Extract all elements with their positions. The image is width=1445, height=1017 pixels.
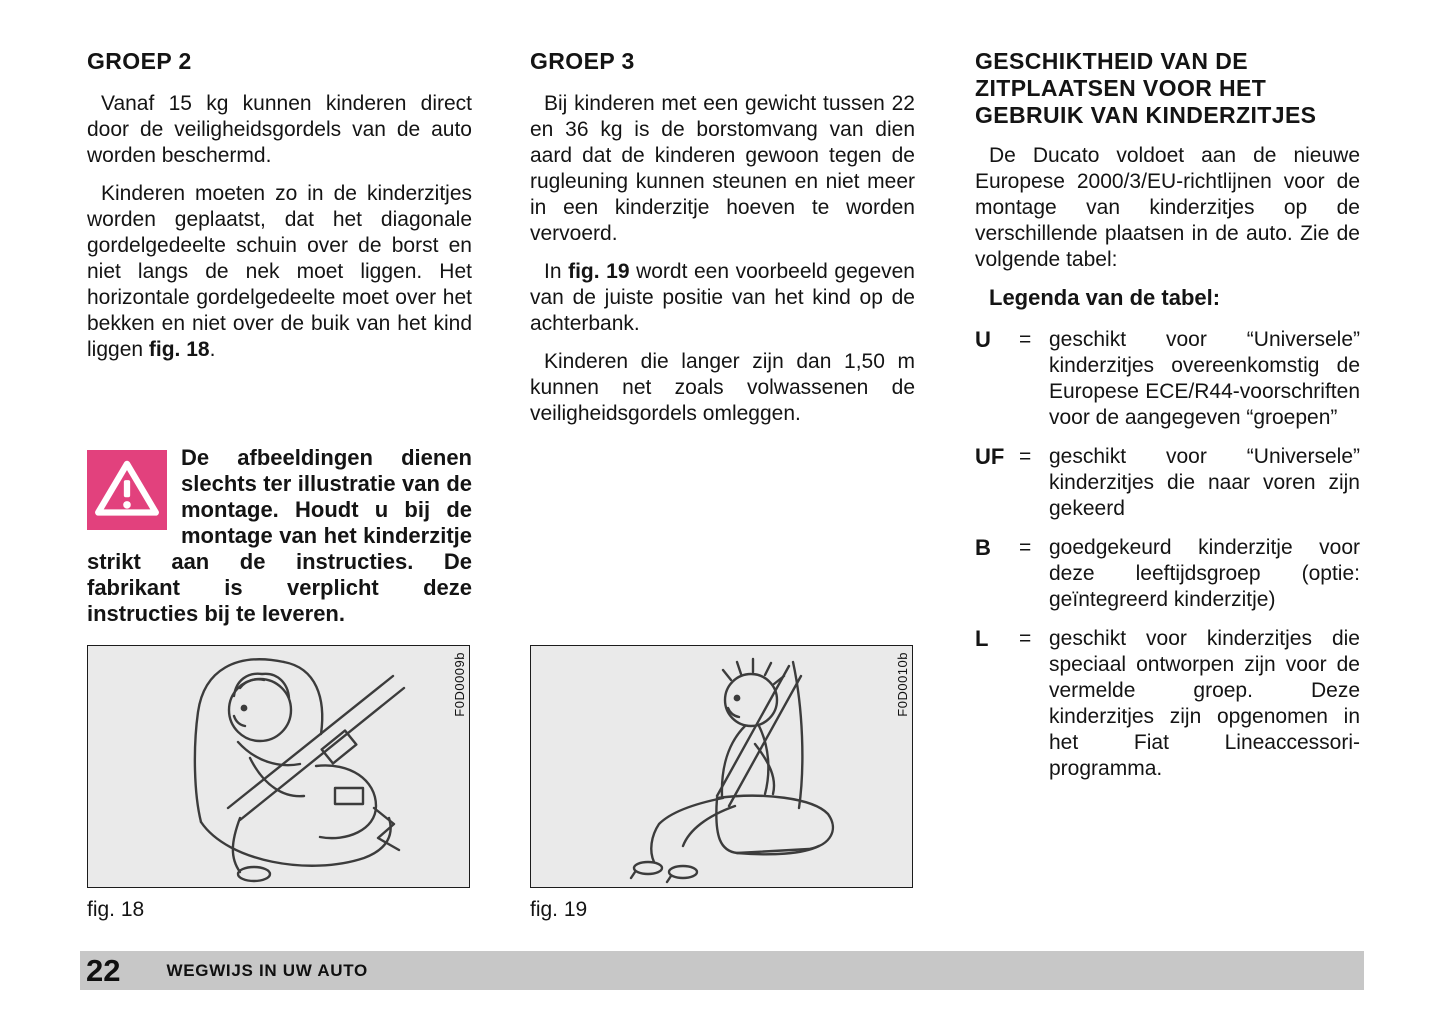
legend-definition: geschikt voor “Universele” kinderzitjes overeenkomstig de Europese ECE/R44-voorschriften voor de aangegeven “groepen”	[1049, 328, 1360, 429]
figure-18-box	[87, 645, 470, 888]
legend-item-l	[975, 626, 1360, 782]
legend-term: B	[975, 535, 991, 560]
legend-item-u	[975, 327, 1360, 431]
paragraph-groep2-1: Vanaf 15 kg kunnen kinderen direct door de veiligheidsgordels van de auto worden beschermd.	[87, 92, 472, 167]
paragraph-text: In	[544, 260, 569, 283]
fig18-child-seat-drawing	[88, 646, 469, 887]
page-number: 22	[86, 952, 121, 988]
paragraph-groep3-1: Bij kinderen met een gewicht tussen 22 en 36 kg is de borstomvang van dien aard dat de kinderen gewoon tegen de rugleuning kunnen steunen en niet meer in een kinderzitje hoeven te worden vervoerd.	[530, 92, 915, 245]
legend-title: Legenda van de tabel:	[989, 285, 1221, 310]
equals-sign: =	[1019, 445, 1032, 468]
paragraph-text: wordt een voorbeeld gegeven van de juiste positie van het kind op de achterbank.	[530, 260, 915, 335]
equals-sign: =	[1019, 627, 1032, 650]
figure-18	[87, 645, 470, 922]
paragraph-geschiktheid-intro: De Ducato voldoet aan de nieuwe Europese 2000/3/EU-richtlijnen voor de montage van kinderzitjes op de verschillende plaatsen in de auto. Zie de volgende tabel:	[975, 144, 1360, 271]
fig19-child-bench-drawing	[531, 646, 912, 887]
paragraph-groep3-3: Kinderen die langer zijn dan 1,50 m kunnen net zoals volwassenen de veiligheidsgordels omleggen.	[530, 350, 915, 425]
legend-definition: geschikt voor kinderzitjes die speciaal ontworpen zijn voor de vermelde groep. Deze kinderzitjes zijn opgenomen in het Fiat Lineaccessori-programma.	[1049, 627, 1360, 780]
fig19-reference: fig. 19	[568, 260, 630, 283]
figure-18-caption: fig. 18	[87, 898, 145, 921]
equals-sign: =	[1019, 328, 1032, 351]
legend-term: UF	[975, 444, 1005, 469]
column-groep-2	[87, 48, 472, 921]
footer-section-title: WEGWIJS IN UW AUTO	[166, 960, 368, 980]
legend-term: U	[975, 327, 991, 352]
fig18-reference: fig. 18	[148, 338, 210, 361]
paragraph-text: Kinderen moeten zo in de kinderzitjes worden geplaatst, dat het diagonale gordelgedeelte schuin over de borst en niet langs de nek moet liggen. Het horizontale gordelgedeelte moet over het bekken en niet over de buik van het kind liggen	[87, 182, 472, 361]
legend-definition: geschikt voor “Universele” kinderzitjes die naar voren zijn gekeerd	[1049, 445, 1360, 520]
legend-item-uf	[975, 444, 1360, 522]
paragraph-groep3-2	[530, 259, 915, 337]
page-footer-bar	[80, 951, 1364, 990]
heading-groep-3: GROEP 3	[530, 48, 635, 74]
figure-19-box	[530, 645, 913, 888]
warning-text: De afbeeldingen dienen slechts ter illustratie van de montage. Houdt u bij de montage van het kinderzitje strikt aan de instructies. De fabrikant is verplicht deze instructies bij te leveren.	[87, 445, 472, 626]
figure-19-caption: fig. 19	[530, 898, 588, 921]
equals-sign: =	[1019, 536, 1032, 559]
legend-term: L	[975, 626, 989, 651]
heading-geschiktheid: GESCHIKTHEID VAN DE ZITPLAATSEN VOOR HET GEBRUIK VAN KINDERZITJES	[975, 48, 1317, 128]
heading-groep-2: GROEP 2	[87, 48, 192, 74]
legend-item-b	[975, 535, 1360, 613]
legend-definition: goedgekeurd kinderzitje voor deze leeftijdsgroep (optie: geïntegreerd kinderzitje)	[1049, 536, 1360, 611]
paragraph-text: .	[209, 338, 216, 361]
column-geschiktheid	[975, 48, 1360, 795]
warning-block	[87, 445, 472, 627]
column-groep-3	[530, 48, 915, 921]
figure-18-code: F0D0009b	[452, 652, 467, 717]
warning-triangle-icon	[87, 450, 167, 530]
paragraph-groep2-2	[87, 181, 472, 363]
figure-19-code: F0D0010b	[895, 652, 910, 717]
figure-19	[530, 645, 913, 922]
